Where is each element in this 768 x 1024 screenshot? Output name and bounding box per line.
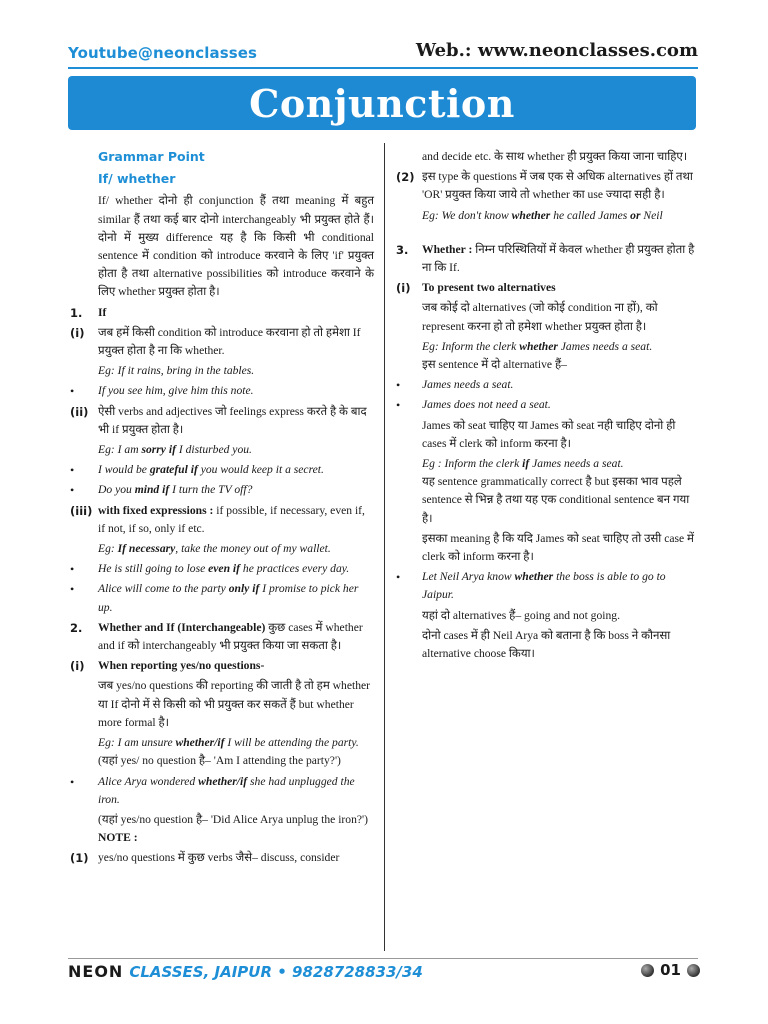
sub-text: जब हमें किसी condition को introduce करवाना हो तो हमेशा If प्रयुक्त होता है ना कि whether. [98,325,361,358]
left-column [70,148,374,870]
list-item [70,382,374,400]
section-2 [70,619,374,655]
keyword: grateful if [149,463,198,477]
youtube-handle: Youtube@neonclasses [68,44,258,62]
keyword: If necessary [117,542,176,556]
sub-3-i [396,279,696,297]
keyword: even if [208,562,241,576]
keyword: with fixed expressions : [98,503,214,517]
sub-number: (i) [70,325,85,340]
example-text: I disturbed you. [175,443,252,457]
note-heading: NOTE : [98,831,138,845]
text: you would keep it a secret. [197,463,324,477]
sub-iii [70,502,374,538]
text: James needs a seat. [529,457,624,471]
note-text: इस type के questions में जब एक से अधिक alternatives हों तथा 'OR' प्रयुक्त किया जाये तो whether का use ज्यादा सही है। [422,170,693,202]
sub-number: (i) [396,281,411,296]
example-text: Eg: I am [98,443,142,457]
text: if possible, if necessary, even if, if not, if so, only if etc. [98,503,365,535]
text: the boss is able to go to Jaipur. [422,570,666,602]
paragraph: James को seat चाहिए या James को seat नही चाहिए दोनो ही cases में clerk को inform करना है। [422,418,676,450]
sub-2-i [70,657,374,675]
text: I will be attending the party. [224,736,359,750]
bullet-icon: • [396,398,401,413]
text: कुछ cases में whether and if को interchangeably भी प्रयुक्त किया जा सकता है। [98,620,363,653]
note-number: (1) [70,851,89,866]
text: Let Neil Arya know [422,570,515,584]
keyword: mind if [134,483,170,497]
example [396,207,696,225]
keyword: whether [511,208,551,222]
section-1 [70,304,374,322]
title-banner [68,76,696,130]
paragraph: यहां दो alternatives हैं– going and not going. [422,608,620,622]
bullet-text [98,580,374,616]
bullet-text: James does not need a seat. [422,398,551,412]
section-text [98,619,374,655]
example [70,734,374,752]
bullet-text [422,568,696,604]
sub-ii [70,403,374,439]
note-number: (2) [396,170,415,185]
text: I would be [98,463,150,477]
note-line: (यहां yes/no question है– 'Did Alice Arya unplug the iron?') [98,812,368,826]
note-line: (यहां yes/ no question है– 'Am I attending the party?') [98,754,341,768]
text: , take the money out of my wallet. [175,542,331,556]
keyword: or [630,208,641,222]
page-number-block [641,961,700,979]
text: He is still going to lose [98,562,209,576]
text: Neil [640,208,663,222]
circle-bullet-icon [687,964,700,977]
page-title: Conjunction [249,80,515,126]
list-item [396,568,696,604]
bullet-icon: • [396,570,401,585]
section-number: 1. [70,305,83,320]
bullet-icon: • [70,384,75,399]
list-item [396,396,696,414]
keyword: only if [228,582,260,596]
paragraph: जब कोई दो alternatives (जो कोई condition ना हों), को represent करना हो तो हमेशा whether प्रयुक्त होता है। [422,301,658,333]
keyword: whether/if [175,736,225,750]
keyword: if [522,457,530,471]
sub-number: (i) [70,659,85,674]
note-1 [70,849,374,867]
bullet-icon: • [70,483,75,498]
page-number: 01 [660,961,681,979]
bullet-text [98,560,374,578]
bullet-text [98,461,374,479]
paragraph: यह sentence grammatically correct है but इसका भाव पहले sentence से भिन्न है तथा यह एक conditional sentence बन गया है। [422,475,690,525]
sub-title: When reporting yes/no questions- [98,659,265,673]
footer-contact: CLASSES, JAIPUR • 9828728833/34 [129,962,423,981]
example [70,540,374,558]
text: Eg: Inform the clerk [422,339,520,353]
section-text [422,241,696,277]
example [396,455,696,473]
text: he called James [550,208,631,222]
list-item [70,580,374,616]
text: Eg: We don't know [422,208,512,222]
grammar-point-heading: Grammar Point [98,149,205,164]
text: Eg: I am unsure [98,736,176,750]
section-title: If [98,305,107,319]
note-text: yes/no questions में कुछ verbs जैसे– discuss, consider [98,851,340,865]
bullet-text: If you see him, give him this note. [98,384,254,398]
header-divider [68,67,698,69]
text: Alice will come to the party [98,582,229,596]
keyword: whether [514,570,554,584]
bullet-text: James needs a seat. [422,378,514,392]
example: Eg: If it rains, bring in the tables. [98,364,255,378]
text: James needs a seat. [557,339,653,353]
text: I turn the TV off? [169,483,253,497]
keyword: whether/if [198,774,248,788]
section-3 [396,241,696,277]
section-number: 2. [70,620,83,635]
note-2 [396,168,696,204]
website: Web.: www.neonclasses.com [415,40,698,61]
bullet-icon: • [70,774,75,789]
column-divider [384,143,385,951]
keyword: Whether : [422,242,473,256]
text: निम्न परिस्थितियों में केवल whether ही प्रयुक्त होता है ना कि If. [422,242,695,275]
bullet-text [98,773,374,809]
footer-brand [68,962,423,981]
keyword: Whether and If (Interchangeable) [98,620,266,634]
continued-text: and decide etc. के साथ whether ही प्रयुक्त किया जाना चाहिए। [422,150,688,163]
sub-i [70,324,374,360]
section-heading: If/ whether [98,171,176,187]
list-item [70,560,374,578]
example [70,441,374,459]
bullet-icon: • [70,582,75,597]
text: Alice Arya wondered [98,774,199,788]
sub-title: To present two alternatives [422,281,556,295]
sub-number: (ii) [70,404,89,419]
spacer [396,225,696,239]
paragraph: इसका meaning है कि यदि James को seat चाहिए तो उसी case में clerk को inform करना है। [422,531,694,564]
list-item [70,773,374,809]
sub-text [98,502,374,538]
paragraph: दोनो cases में ही Neil Arya को बताना है कि boss ने कौनसा alternative choose किया। [422,628,671,661]
line: इस sentence में दो alternative हैं– [422,358,567,372]
bullet-icon: • [396,378,401,393]
text: Eg: [98,542,118,556]
text: she had unplugged the iron. [98,774,355,806]
example-keyword: sorry if [141,443,176,457]
section-number: 3. [396,242,409,257]
paragraph: जब yes/no questions की reporting की जाती है तो हम whether या If दोनो में से किसी को भी प्रयुक्त कर सकतें हैं but whether more formal है। [98,679,371,729]
intro-paragraph: If/ whether दोनो ही conjunction हैं तथा meaning में बहुत similar हैं तथा कई बार दोनो interchangeably भी प्रयुक्त होते हैं। दोनो में मुख्य difference यह है कि किसी भी conditional sentence में condition को introduce करवाने के लिए 'if' प्रयुक्त होता है तथा alternative possibilities को introduce करवाने के लिए whether प्रयुक्त होता है। [98,194,374,299]
right-column [396,148,696,665]
example [396,338,696,356]
text: Eg : Inform the clerk [422,457,523,471]
text: I promise to pick her up. [98,582,359,614]
sub-text: ऐसी verbs and adjectives जो feelings express करते है के बाद भी if प्रयुक्त होता है। [98,404,367,436]
bullet-icon: • [70,463,75,478]
bullet-text [98,481,374,499]
list-item [396,376,696,394]
neon-logo: NEON [68,962,124,981]
footer-divider [68,958,698,959]
list-item [70,481,374,499]
sub-number: (iii) [70,503,93,518]
list-item [70,461,374,479]
bullet-icon: • [70,562,75,577]
text: he practices every day. [240,562,350,576]
text: Do you [98,483,135,497]
circle-bullet-icon [641,964,654,977]
keyword: whether [519,339,558,353]
